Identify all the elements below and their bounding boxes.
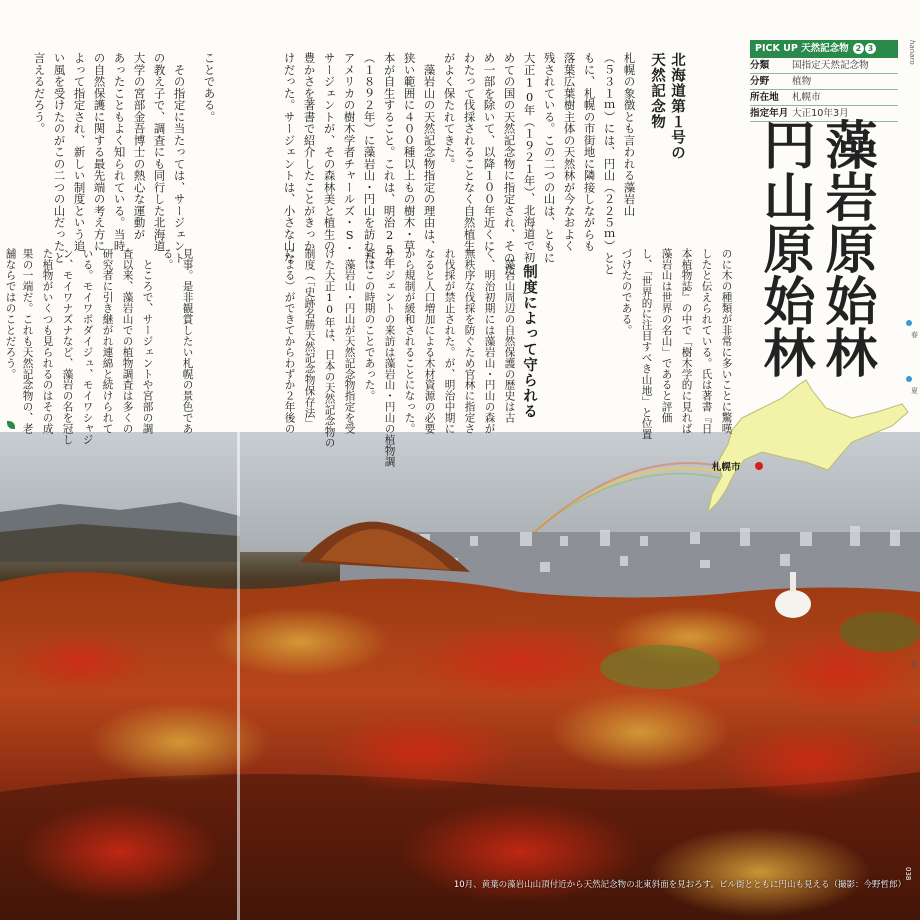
text-column: のに木の種類が非常に多いことに驚嘆 bbox=[720, 248, 733, 435]
info-key: 指定年月 bbox=[750, 108, 789, 119]
text-column: （１８９２年）に藻岩山・円山を訪れた bbox=[362, 52, 377, 264]
text-column: の教え子で、調査にも同行した北海道 bbox=[152, 52, 167, 252]
info-row bbox=[750, 58, 898, 74]
text-column: ことである。 bbox=[202, 52, 217, 123]
text-column: の自然保護に関する最先端の考え方に bbox=[92, 52, 107, 252]
text-column: による）ができてからわずか２年後の bbox=[283, 248, 296, 435]
text-column: よって指定され、新しい制度という追 bbox=[72, 52, 87, 252]
text-column: 大学の宮部金吾博士の熱心な運動が bbox=[132, 52, 147, 240]
season-label: 秋 bbox=[911, 661, 918, 669]
text-column: けだった。サージェントは、小さな山な bbox=[282, 52, 297, 264]
section-heading-1a: 北海道第１号の bbox=[669, 52, 686, 161]
text-column: 藻岩山・円山が天然記念物指定を受 bbox=[343, 248, 356, 435]
text-column: したと伝えられている。氏は著書『日 bbox=[700, 248, 713, 435]
text-column: その指定に当たっては、サージェント bbox=[172, 52, 187, 264]
leaf-icon bbox=[7, 421, 15, 429]
text-column: 無秩序な伐採を防ぐため官林に指定さ bbox=[463, 248, 476, 435]
text-column: ン、モイワナズナなど、藻岩の名を冠し bbox=[61, 248, 74, 446]
season-dot-icon bbox=[906, 376, 912, 382]
text-column: 藻岩山は世界の名山」であると評価 bbox=[660, 248, 673, 424]
sapporo-marker bbox=[755, 462, 763, 470]
text-column: た植物がいくつも見られるのはその成 bbox=[41, 248, 54, 435]
text-column: 落葉広葉樹主体の天然林が今なおよく bbox=[562, 52, 577, 252]
pickup-number-badge: 2 bbox=[853, 43, 864, 54]
text-column: 札幌の象徴とも言われる藻岩山 bbox=[622, 52, 637, 217]
text-column: 舗ならではのことだろう。 bbox=[4, 248, 17, 380]
text-column: ところで、サージェントや宮部の調 bbox=[141, 248, 154, 435]
text-column: サージェントの来訪は藻岩山・円山の植物調 bbox=[383, 248, 396, 467]
info-value: 国指定天然記念物 bbox=[792, 60, 869, 71]
magazine-brand: hanaro bbox=[908, 40, 916, 65]
text-column: いる。モイワボダイジュ、モイワシャジ bbox=[81, 248, 94, 446]
text-column: 藻岩山の天然記念物指定の理由は、 bbox=[422, 52, 437, 252]
text-column: る。 bbox=[161, 248, 174, 270]
text-column: 本植物誌』の中で「樹木学的に見れば bbox=[680, 248, 693, 435]
text-column: れ伐採が禁止された。が、明治中期に bbox=[443, 248, 456, 435]
text-column: 果の一端だ。これも天然記念物の、老 bbox=[21, 248, 34, 435]
info-value: 植物 bbox=[792, 76, 812, 87]
page-number: 038 bbox=[904, 866, 912, 880]
text-column: 査はこの時期のことであった。 bbox=[363, 248, 376, 402]
section-heading-1b: 天然記念物 bbox=[649, 52, 666, 130]
text-column: 制度（「史跡名勝天然記念物保存法」 bbox=[303, 248, 316, 429]
info-box bbox=[750, 40, 898, 122]
page-title-line2: 円山原始林 bbox=[754, 118, 815, 378]
pickup-number-badge: 3 bbox=[865, 43, 876, 54]
info-key: 分類 bbox=[750, 60, 770, 71]
text-column: がよく保たれてきた。 bbox=[442, 52, 457, 170]
text-column: から規制が緩和されることになった。 bbox=[403, 248, 416, 435]
text-column: わたって伐採されることなく自然植生 bbox=[462, 52, 477, 252]
text-column: 言えるだろう。 bbox=[32, 52, 47, 135]
map-city-label: 札幌市 bbox=[712, 462, 741, 473]
side-index-tab bbox=[898, 0, 920, 725]
text-column: 豊かさを著書で紹介したことがきっか bbox=[302, 52, 317, 252]
text-column: め一部を除いて、以降１００年近くに bbox=[482, 52, 497, 252]
season-label: 冬 bbox=[911, 717, 918, 725]
season-label: 春 bbox=[911, 331, 918, 339]
text-column: めての国の天然記念物に指定され、そのた bbox=[502, 52, 517, 276]
info-key: 分野 bbox=[750, 76, 770, 87]
text-column: い風を受けたのがこの二つの山だったと bbox=[52, 52, 67, 264]
text-column: サージェントが、その森林美と植生の bbox=[322, 52, 337, 252]
season-dot-icon bbox=[906, 320, 912, 326]
text-column: 本が自生すること。これは、明治25年 bbox=[382, 52, 397, 269]
text-column: 藻岩山周辺の自然保護の歴史は古 bbox=[503, 248, 516, 424]
info-value: 大正10年3月 bbox=[792, 108, 849, 119]
text-column: なると人口増加による木材資源の必要 bbox=[423, 248, 436, 435]
text-column: アメリカの樹木学者チャールズ・S・ bbox=[342, 52, 357, 255]
text-column: もに、札幌の市街地に隣接しながらも bbox=[582, 52, 597, 252]
text-column: あったこともよく知られている。当時 bbox=[112, 52, 127, 252]
text-column: 残されている。この二つの山は、ともに bbox=[542, 52, 557, 264]
text-column: 狭い範囲に４００種以上もの樹木・草 bbox=[402, 52, 417, 252]
text-column: 査以来、藻岩山での植物調査は多くの bbox=[121, 248, 134, 435]
pickup-label: PICK UP 天然記念物 bbox=[755, 43, 849, 54]
text-column: （５３１ｍ）には、円山（２２５ｍ）とと bbox=[602, 52, 617, 276]
photo-caption: 10月、黄葉の藻岩山山頂付近から天然記念物の北東斜面を見おろす。ビル街とともに円山も見える（撮影：今野哲郎） bbox=[453, 880, 906, 890]
info-value: 札幌市 bbox=[792, 92, 821, 103]
page-fold-line bbox=[237, 432, 240, 920]
text-column: し、「世界的に注目すべき山地」と位置 bbox=[640, 248, 653, 440]
info-row bbox=[750, 90, 898, 106]
season-label: 夏 bbox=[911, 387, 918, 395]
info-row bbox=[750, 74, 898, 90]
text-column: づけたのである。 bbox=[620, 248, 633, 336]
text-column: 研究者に引き継がれ連綿と続けられて bbox=[101, 248, 114, 435]
text-column: けた大正10年は、日本の天然記念物の bbox=[323, 248, 336, 448]
page-title-line1: 藻岩原始林 bbox=[816, 118, 877, 378]
pickup-banner bbox=[750, 40, 898, 58]
text-column: 大正10年（１９２１年）、北海道で初 bbox=[522, 52, 537, 263]
text-column: く、明治初期には藻岩山・円山の森が bbox=[483, 248, 496, 435]
hokkaido-shape bbox=[708, 380, 908, 512]
info-key: 所在地 bbox=[750, 92, 779, 103]
text-column: 見事。是非観賞したい札幌の景色であ bbox=[181, 248, 194, 435]
section-heading-2: 制度によって守られる bbox=[521, 264, 538, 419]
